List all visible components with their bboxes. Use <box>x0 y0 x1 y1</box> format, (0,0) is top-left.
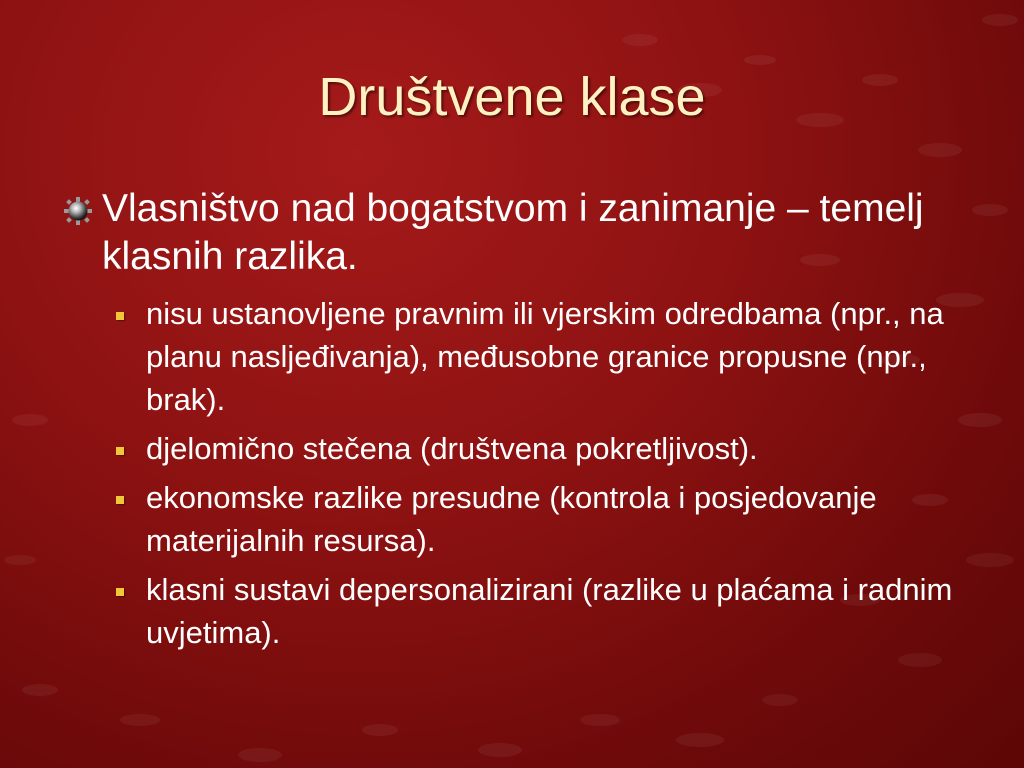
square-bullet-icon <box>116 496 124 504</box>
square-bullet-icon <box>116 447 124 455</box>
sphere-bullet-icon <box>64 197 92 225</box>
sub-bullet-text: nisu ustanovljene pravnim ili vjerskim odredbama (npr., na planu nasljeđivanja), međusobne granice propusne (npr., brak). <box>146 296 944 417</box>
slide-title: Društvene klase <box>318 67 706 127</box>
square-bullet-icon <box>116 312 124 320</box>
sub-bullet-text: ekonomske razlike presudne (kontrola i posjedovanje materijalnih resursa). <box>146 480 877 558</box>
sub-bullet-item <box>110 476 970 562</box>
main-bullet-text: Vlasništvo nad bogatstvom i zanimanje – temelj klasnih razlika. <box>102 187 924 278</box>
sub-bullet-text: klasni sustavi depersonalizirani (razlike u plaćama i radnim uvjetima). <box>146 572 953 650</box>
main-bullet <box>60 185 1002 281</box>
sub-bullet-item <box>110 427 970 470</box>
sub-bullet-item <box>110 292 970 421</box>
sub-bullet-item <box>110 568 970 654</box>
sub-bullet-text: djelomično stečena (društvena pokretljivost). <box>146 431 758 466</box>
square-bullet-icon <box>116 588 124 596</box>
sub-bullet-list <box>110 292 970 660</box>
